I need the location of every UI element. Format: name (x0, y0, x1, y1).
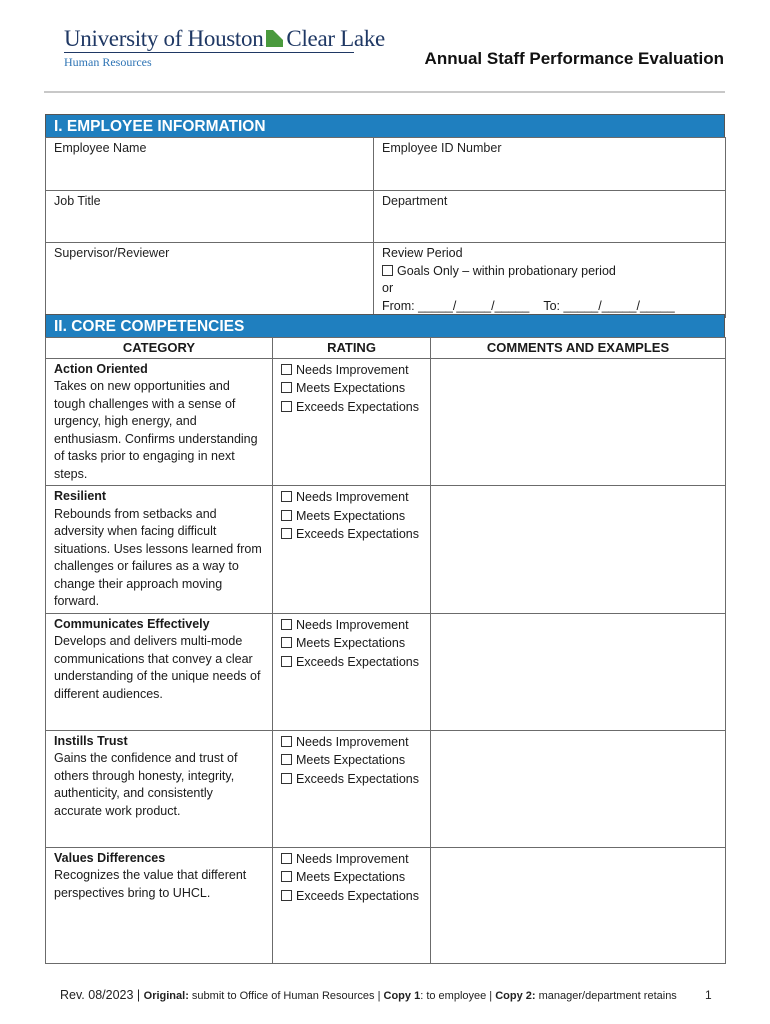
logo-text-campus: Clear Lake (286, 26, 385, 51)
option-label: Exceeds Expectations (296, 654, 419, 669)
competency-description: Recognizes the value that different perspectives bring to UHCL. (54, 868, 247, 900)
rating-cell (273, 486, 431, 614)
copy1-label: Copy 1 (383, 990, 421, 1002)
checkbox-icon[interactable] (281, 528, 292, 539)
logo-mark-icon (266, 30, 283, 47)
option-label: Exceeds Expectations (296, 771, 419, 786)
supervisor-field[interactable] (46, 243, 374, 318)
checkbox-icon[interactable] (281, 637, 292, 648)
option-label: Exceeds Expectations (296, 527, 419, 541)
logo-text-university: University of Houston (64, 26, 264, 51)
checkbox-icon[interactable] (281, 401, 292, 412)
page-number: 1 (705, 988, 712, 1002)
competency-description: Develops and delivers multi-mode communications that convey a clear understanding of the unique needs of different audiences. (54, 634, 261, 701)
copy1-text: : to employee (420, 990, 490, 1002)
review-period-label: Review Period (382, 246, 463, 260)
employee-id-field[interactable] (374, 138, 726, 191)
employee-information-table (45, 137, 726, 318)
needs-improvement-option[interactable] (281, 488, 422, 507)
checkbox-icon[interactable] (281, 491, 292, 502)
job-title-field[interactable] (46, 191, 374, 243)
department-label: Department (382, 194, 448, 208)
option-label: Needs Improvement (296, 490, 409, 504)
from-date-field[interactable]: From: _____/_____/_____ (382, 298, 530, 313)
checkbox-icon[interactable] (382, 265, 393, 276)
option-label: Needs Improvement (296, 734, 409, 749)
category-cell (46, 847, 273, 963)
core-competencies-table (45, 337, 726, 964)
section-core-competencies-heading: II. CORE COMPETENCIES (45, 314, 725, 338)
employee-name-field[interactable] (46, 138, 374, 191)
exceeds-expectations-option[interactable] (281, 653, 422, 672)
option-label: Meets Expectations (296, 508, 406, 523)
meets-expectations-option[interactable] (281, 751, 422, 770)
needs-improvement-option[interactable] (281, 616, 422, 635)
original-text: submit to Office of Human Resources (188, 990, 378, 1002)
document-title: Annual Staff Performance Evaluation (424, 49, 724, 68)
category-cell (46, 730, 273, 847)
section-employee-information-heading: I. EMPLOYEE INFORMATION (45, 114, 725, 138)
job-title-label: Job Title (54, 194, 101, 208)
copy2-label: Copy 2: (495, 990, 536, 1002)
checkbox-icon[interactable] (281, 871, 292, 882)
needs-improvement-option[interactable] (281, 850, 422, 869)
option-label: Meets Expectations (296, 636, 406, 650)
comments-cell[interactable] (431, 613, 726, 730)
checkbox-icon[interactable] (281, 736, 292, 747)
competency-name: Resilient (54, 489, 107, 503)
goals-only-option[interactable] (382, 263, 717, 281)
meets-expectations-option[interactable] (281, 634, 422, 653)
logo-underline (64, 52, 354, 53)
supervisor-label: Supervisor/Reviewer (54, 246, 170, 260)
separator: | (377, 990, 384, 1002)
comments-column-header: COMMENTS AND EXAMPLES (431, 338, 726, 359)
competency-row (46, 613, 726, 730)
option-label: Exceeds Expectations (296, 399, 419, 414)
competency-row (46, 847, 726, 963)
exceeds-expectations-option[interactable] (281, 398, 422, 417)
option-label: Exceeds Expectations (296, 888, 419, 903)
option-label: Meets Expectations (296, 753, 406, 767)
competency-name: Instills Trust (54, 733, 128, 748)
checkbox-icon[interactable] (281, 853, 292, 864)
comments-cell[interactable] (431, 486, 726, 614)
category-cell (46, 486, 273, 614)
competency-description: Gains the confidence and trust of others through honesty, integrity, authenticity, and consistently accurate work product. (54, 751, 238, 818)
meets-expectations-option[interactable] (281, 507, 422, 526)
competency-description: Takes on new opportunities and tough challenges with a sense of urgency, high energy, and enthusiasm. Confirms understanding of tasks prior to engaging in next steps. (54, 379, 258, 481)
competency-row (46, 358, 726, 486)
page-header (0, 0, 770, 95)
checkbox-icon[interactable] (281, 656, 292, 667)
category-column-header: CATEGORY (46, 338, 273, 359)
exceeds-expectations-option[interactable] (281, 770, 422, 789)
rating-column-header: RATING (273, 338, 431, 359)
competency-name: Values Differences (54, 850, 166, 865)
option-label: Meets Expectations (296, 870, 406, 884)
comments-cell[interactable] (431, 358, 726, 486)
logo-subtitle: Human Resources (64, 55, 152, 69)
university-logo (64, 26, 385, 52)
needs-improvement-option[interactable] (281, 361, 422, 380)
checkbox-icon[interactable] (281, 773, 292, 784)
or-label: or (382, 281, 394, 295)
competency-row (46, 730, 726, 847)
comments-cell[interactable] (431, 730, 726, 847)
separator: | (489, 990, 496, 1002)
exceeds-expectations-option[interactable] (281, 887, 422, 906)
option-label: Needs Improvement (296, 851, 409, 866)
rating-cell (273, 358, 431, 486)
goals-only-label: Goals Only – within probationary period (397, 263, 616, 278)
checkbox-icon[interactable] (281, 382, 292, 393)
rating-cell (273, 730, 431, 847)
revision-date: Rev. 08/2023 (60, 988, 134, 1002)
page-footer (0, 988, 770, 1008)
competency-name: Communicates Effectively (54, 616, 210, 631)
checkbox-icon[interactable] (281, 510, 292, 521)
rating-cell (273, 613, 431, 730)
needs-improvement-option[interactable] (281, 733, 422, 752)
review-dates (382, 298, 717, 316)
employee-id-label: Employee ID Number (382, 141, 502, 155)
original-label: Original: (143, 990, 189, 1002)
rating-cell (273, 847, 431, 963)
department-field[interactable] (374, 191, 726, 243)
employee-name-label: Employee Name (54, 141, 147, 155)
checkbox-icon[interactable] (281, 619, 292, 630)
meets-expectations-option[interactable] (281, 868, 422, 887)
checkbox-icon[interactable] (281, 364, 292, 375)
competency-row (46, 486, 726, 614)
separator: | (133, 988, 144, 1002)
meets-expectations-option[interactable] (281, 379, 422, 398)
checkbox-icon[interactable] (281, 890, 292, 901)
footer-distribution-note (60, 988, 677, 1002)
competency-name: Action Oriented (54, 361, 148, 376)
competency-description: Rebounds from setbacks and adversity when facing difficult situations. Uses lessons learned from challenges or failures as a way to change their approach moving forward. (54, 506, 262, 608)
option-label: Needs Improvement (296, 362, 409, 377)
comments-cell[interactable] (431, 847, 726, 963)
option-label: Meets Expectations (296, 381, 406, 395)
category-cell (46, 358, 273, 486)
to-date-field[interactable]: To: _____/_____/_____ (543, 298, 675, 313)
category-cell (46, 613, 273, 730)
exceeds-expectations-option[interactable] (281, 525, 422, 544)
review-period-field (374, 243, 726, 318)
option-label: Needs Improvement (296, 617, 409, 632)
header-divider (44, 91, 725, 93)
copy2-text: manager/department retains (535, 990, 677, 1002)
checkbox-icon[interactable] (281, 754, 292, 765)
